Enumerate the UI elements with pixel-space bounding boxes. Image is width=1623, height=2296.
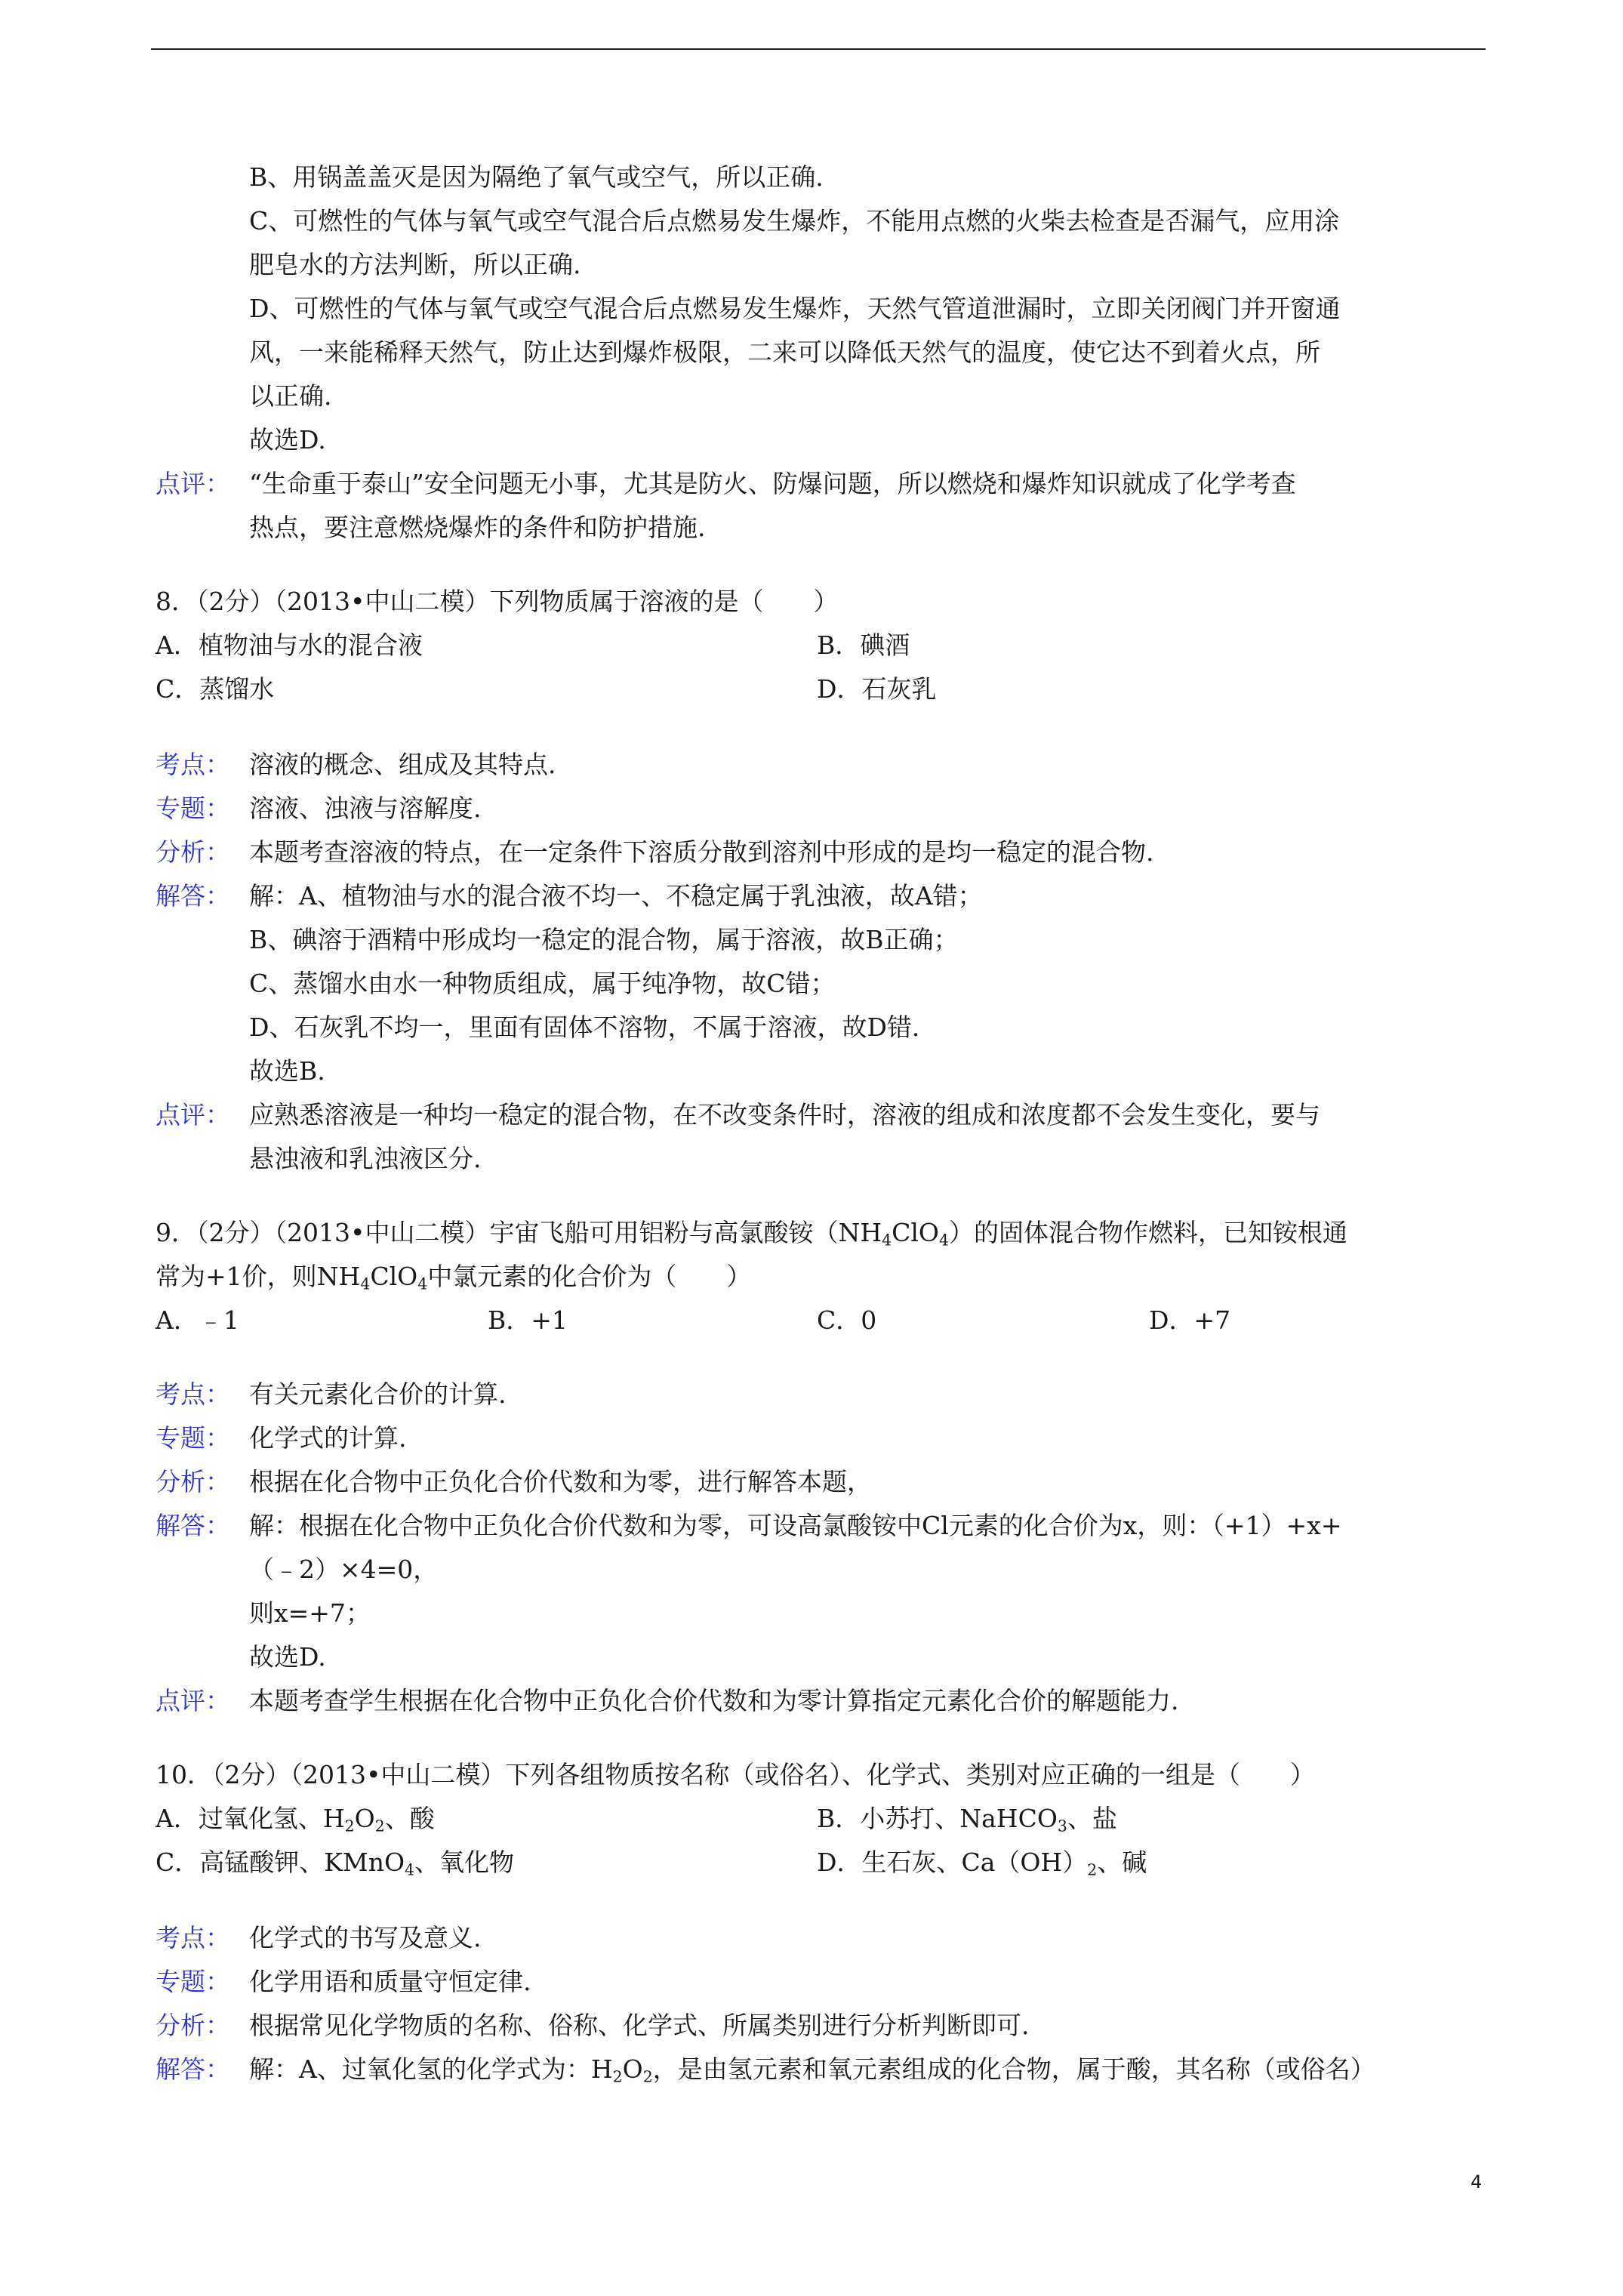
q9-dianping: 本题考查学生根据在化合物中正负化合价代数和为零计算指定元素化合价的解题能力. <box>249 1686 1179 1715</box>
q7-answer-c-line2: 肥皂水的方法判断，所以正确. <box>249 250 581 279</box>
q8-jieda-line1: 解：A、植物油与水的混合液不均一、不稳定属于乳浊液，故A错； <box>249 881 983 911</box>
q8-zhuanti-label: 专题： <box>156 794 230 823</box>
q9-fenxi-label: 分析： <box>156 1467 230 1496</box>
q10-kaodian-label: 考点： <box>156 1923 230 1952</box>
q10-option-b: B．小苏打、NaHCO$_3$、盐 <box>817 1804 1117 1835</box>
q10-jieda-line1: 解：A、过氧化氢的化学式为：$H_2O_2$，是由氢元素和氧元素组成的化合物，属于酸，其名称（或俗名） <box>249 2054 1375 2086</box>
q8-fenxi: 本题考查溶液的特点，在一定条件下溶质分散到溶剂中形成的是均一稳定的混合物. <box>249 837 1154 867</box>
q8-jieda-line3: C、蒸馏水由水一种物质组成，属于纯净物，故C错； <box>249 969 836 998</box>
q8-option-c: C．蒸馏水 <box>156 674 275 704</box>
q8-dianping-line2: 悬浊液和乳浊液区分. <box>249 1144 482 1173</box>
header-rule <box>151 48 1486 50</box>
q9-fenxi: 根据在化合物中正负化合价代数和为零，进行解答本题， <box>249 1467 872 1496</box>
q10-zhuanti-label: 专题： <box>156 1967 230 1996</box>
q8-jieda-line4: D、石灰乳不均一，里面有固体不溶物，不属于溶液，故D错. <box>249 1012 920 1042</box>
page-number: 4 <box>1471 2171 1483 2193</box>
q9-jieda-line3: 则x=+7； <box>249 1598 371 1628</box>
q7-choice: 故选D. <box>249 425 326 455</box>
q9-dianping-label: 点评： <box>156 1686 230 1715</box>
q7-answer-c-line1: C、可燃性的气体与氧气或空气混合后点燃易发生爆炸，不能用点燃的火柴去检查是否漏气，应用涂 <box>249 206 1340 236</box>
q8-kaodian: 溶液的概念、组成及其特点. <box>249 750 556 779</box>
q7-answer-d-line3: 以正确. <box>249 381 332 411</box>
q9-stem-line1: 9．（2分）（2013•中山二模）宇宙飞船可用铝粉与高氯酸铵$(NH_4ClO_4)$的固体混合物作燃料，已知铵根通 <box>156 1218 1347 1250</box>
q10-kaodian: 化学式的书写及意义. <box>249 1923 482 1952</box>
q7-answer-d-line2: 风，一来能稀释天然气，防止达到爆炸极限，二来可以降低天然气的温度，使它达不到着火点，所 <box>249 337 1320 367</box>
q8-jieda-label: 解答： <box>156 881 230 911</box>
q7-comment-line1: “生命重于泰山”安全问题无小事，尤其是防火、防爆问题，所以燃烧和爆炸知识就成了化学考查 <box>249 469 1296 498</box>
q8-dianping-label: 点评： <box>156 1100 230 1130</box>
q10-jieda-label: 解答： <box>156 2054 230 2084</box>
q9-kaodian: 有关元素化合价的计算. <box>249 1379 507 1409</box>
q9-stem-line2: 常为+1价，则$NH_4ClO_4$中氯元素的化合价为（ ） <box>156 1262 752 1293</box>
q9-kaodian-label: 考点： <box>156 1379 230 1409</box>
q9-jieda-line1: 解：根据在化合物中正负化合价代数和为零，可设高氯酸铵中Cl元素的化合价为x，则：（+1）+x+ <box>249 1511 1342 1540</box>
q8-option-a: A．植物油与水的混合液 <box>156 630 423 660</box>
q10-option-d: D．生石灰、$Ca(OH)_2$、碱 <box>817 1848 1147 1879</box>
q8-zhuanti: 溶液、浊液与溶解度. <box>249 794 482 823</box>
q9-zhuanti-label: 专题： <box>156 1423 230 1453</box>
q8-fenxi-label: 分析： <box>156 837 230 867</box>
q10-fenxi: 根据常见化学物质的名称、俗称、化学式、所属类别进行分析判断即可. <box>249 2011 1030 2040</box>
q7-comment-label: 点评： <box>156 469 230 498</box>
q9-jieda-label: 解答： <box>156 1511 230 1540</box>
q10-zhuanti: 化学用语和质量守恒定律. <box>249 1967 531 1996</box>
q9-jieda-line4: 故选D. <box>249 1642 326 1672</box>
q10-option-c: C．高锰酸钾、KMnO$_4$、氧化物 <box>156 1848 515 1879</box>
q9-option-d: D．+7 <box>1149 1305 1231 1335</box>
q9-option-a: A．﹣1 <box>156 1305 239 1335</box>
q7-answer-b: B、用锅盖盖灭是因为隔绝了氧气或空气，所以正确. <box>249 162 824 192</box>
q7-answer-d-line1: D、可燃性的气体与氧气或空气混合后点燃易发生爆炸，天然气管道泄漏时，立即关闭阀门并开窗通 <box>249 294 1341 323</box>
q8-stem: 8．（2分）（2013•中山二模）下列物质属于溶液的是（ ） <box>156 587 839 616</box>
q10-option-a: A．过氧化氢、$H_2O_2$、酸 <box>156 1804 435 1835</box>
q8-kaodian-label: 考点： <box>156 750 230 779</box>
q8-jieda-line5: 故选B. <box>249 1056 325 1086</box>
q7-comment-line2: 热点，要注意燃烧爆炸的条件和防护措施. <box>249 513 706 542</box>
q8-option-d: D．石灰乳 <box>817 674 937 704</box>
q9-zhuanti: 化学式的计算. <box>249 1423 407 1453</box>
q8-dianping-line1: 应熟悉溶液是一种均一稳定的混合物，在不改变条件时，溶液的组成和浓度都不会发生变化，要与 <box>249 1100 1320 1130</box>
q9-option-c: C．0 <box>817 1305 877 1335</box>
q9-option-b: B．+1 <box>488 1305 568 1335</box>
q10-stem: 10．（2分）（2013•中山二模）下列各组物质按名称（或俗名）、化学式、类别对应正确的一组是（ ） <box>156 1760 1315 1789</box>
q10-fenxi-label: 分析： <box>156 2011 230 2040</box>
q9-jieda-line2: （﹣2）×4=0， <box>249 1555 439 1584</box>
q8-option-b: B．碘酒 <box>817 630 910 660</box>
q8-jieda-line2: B、碘溶于酒精中形成均一稳定的混合物，属于溶液，故B正确； <box>249 925 959 954</box>
